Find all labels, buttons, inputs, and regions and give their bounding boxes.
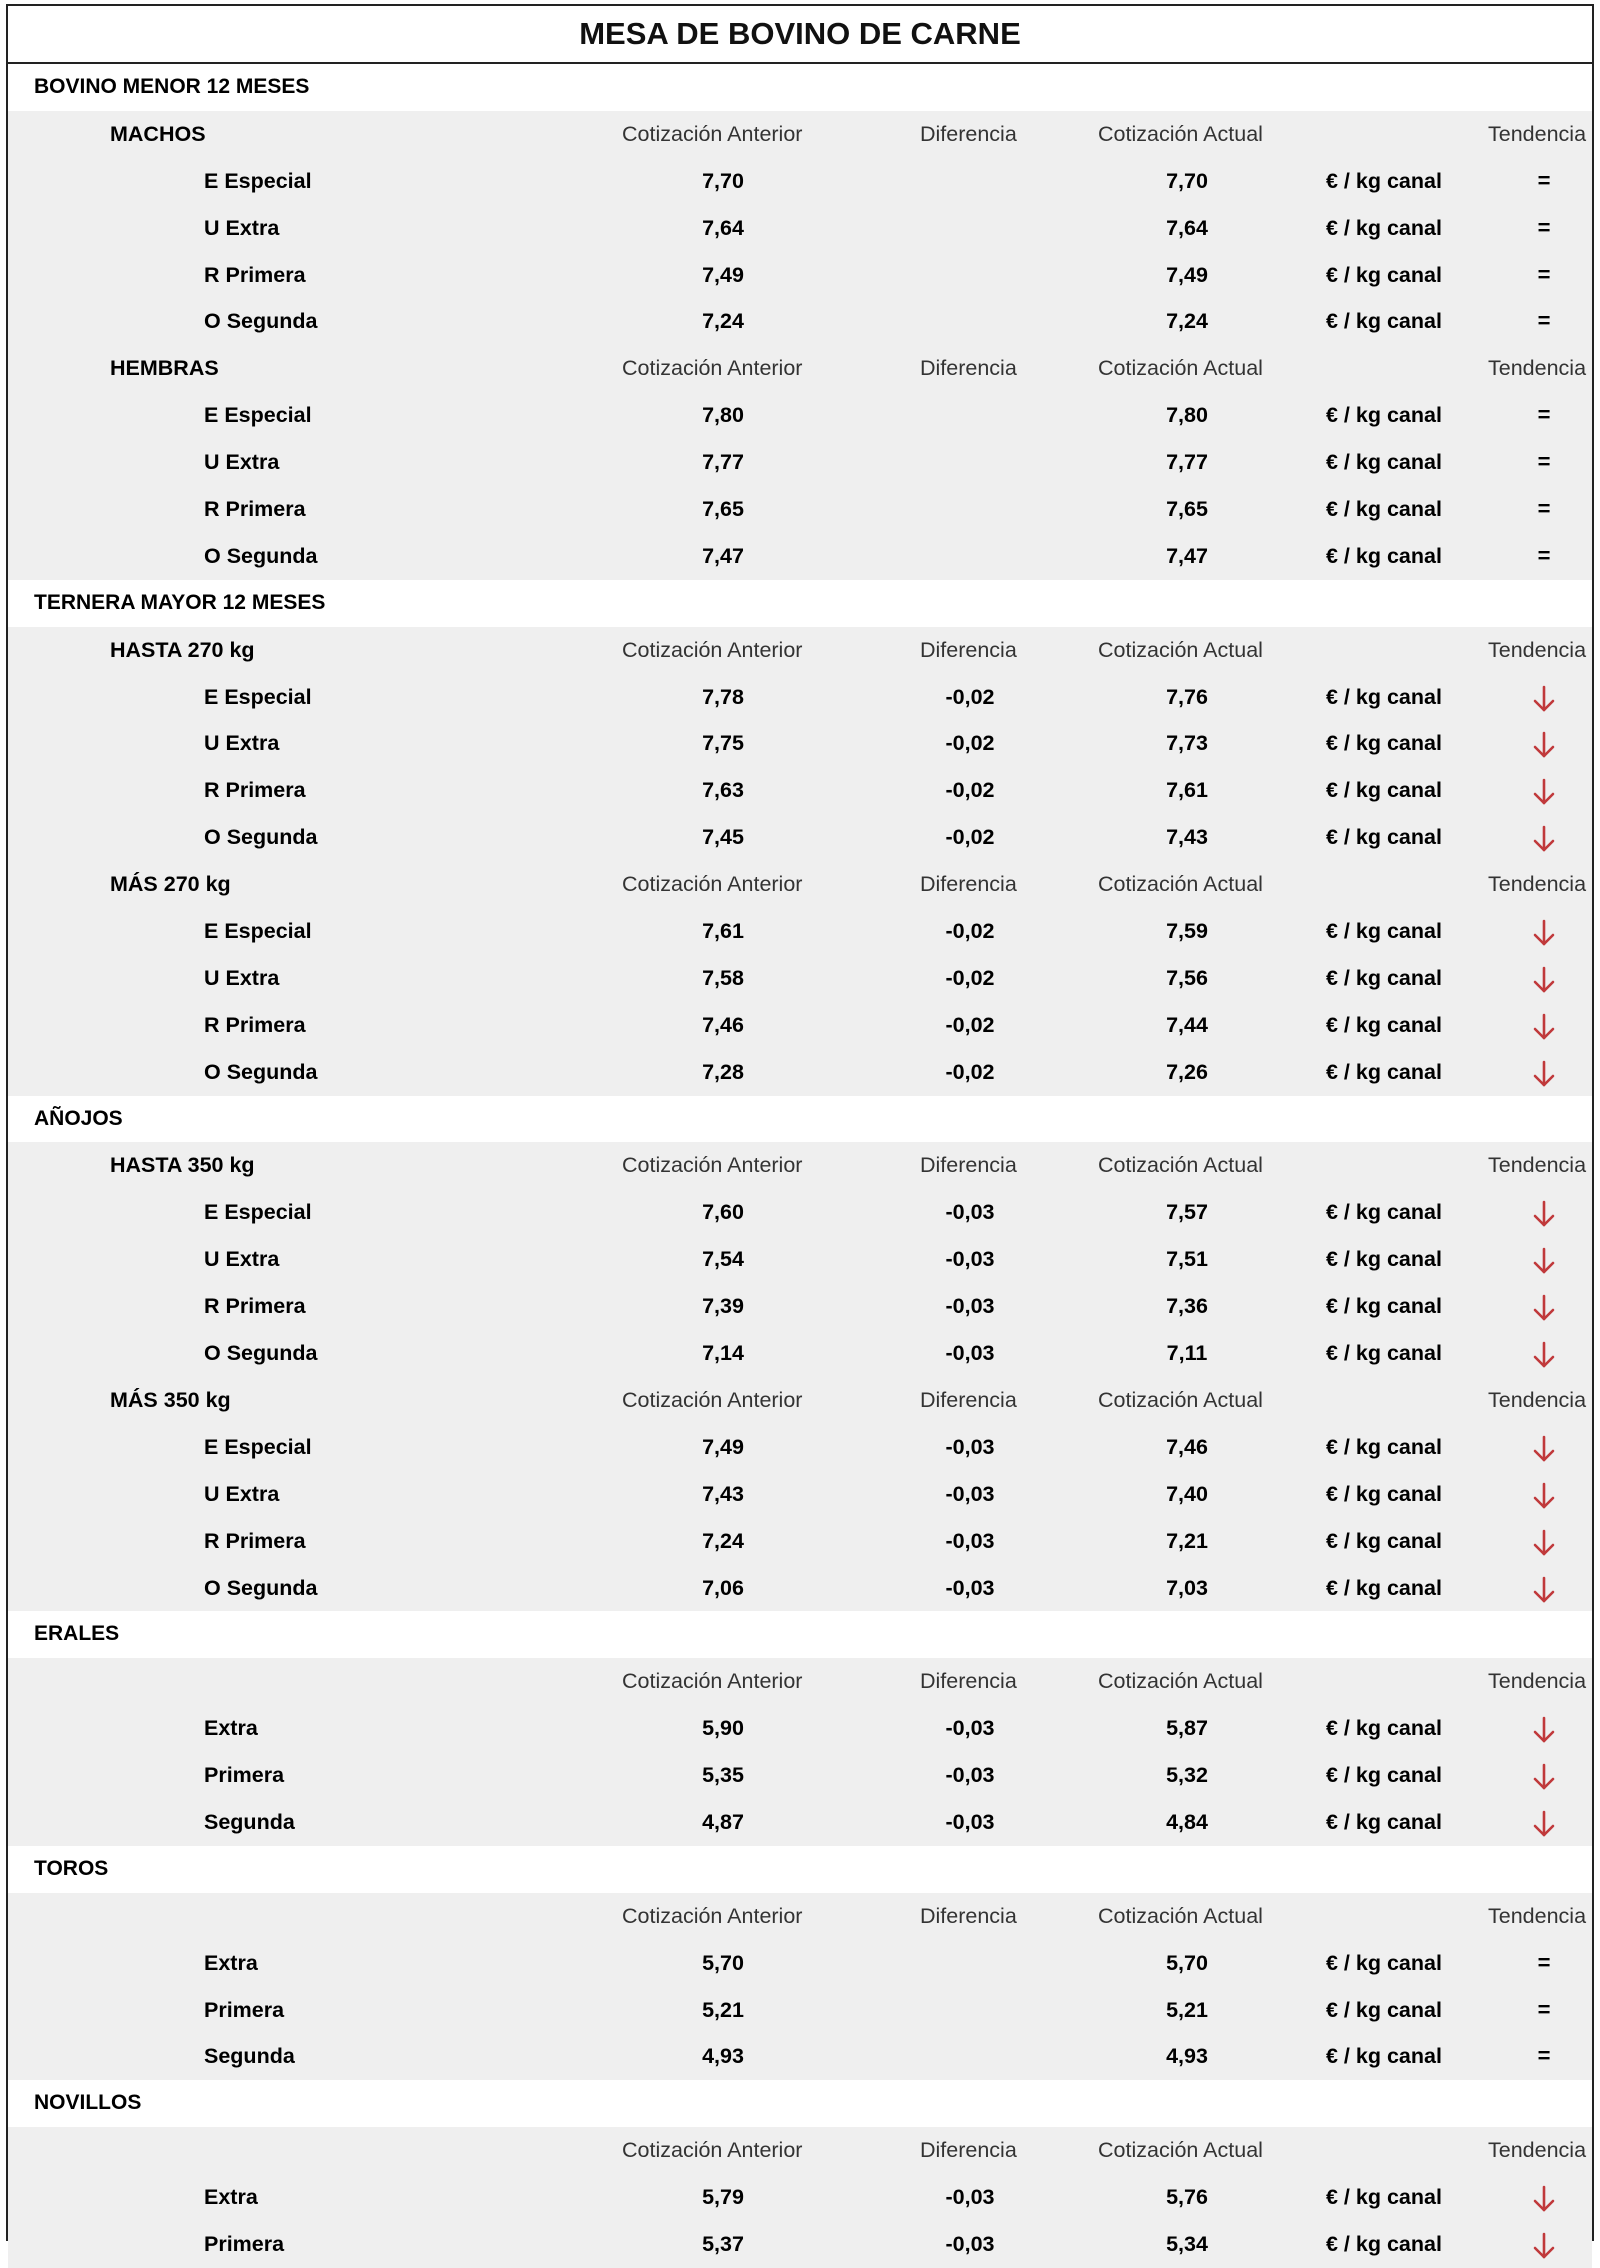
trend-down-arrow-icon [1531,1518,1557,1557]
group-label: HASTA 350 kg [110,1153,255,1178]
current-price: 7,77 [1166,450,1208,475]
section-row [8,1096,1592,1143]
difference-value: -0,03 [945,1434,995,1459]
section-row [8,580,1592,627]
unit-label: € / kg canal [1326,1012,1442,1037]
prev-price: 7,75 [702,731,744,756]
current-price: 7,51 [1166,1247,1208,1272]
price-row [8,1940,1592,1987]
current-price: 5,70 [1166,1950,1208,1975]
price-row [8,1002,1592,1049]
section-label: AÑOJOS [34,1106,123,1130]
grade-label: Primera [204,1997,285,2022]
prev-price: 4,87 [702,1809,744,1834]
price-row [8,252,1592,299]
unit-label: € / kg canal [1326,1997,1442,2022]
grade-label: O Segunda [204,825,318,850]
unit-label: € / kg canal [1326,1247,1442,1272]
grade-label: U Extra [204,965,280,990]
unit-label: € / kg canal [1326,1200,1442,1225]
current-price: 7,70 [1166,168,1208,193]
header-current-price: Cotización Actual [1098,872,1263,897]
prev-price: 7,80 [702,403,744,428]
difference-value: -0,03 [945,1247,995,1272]
grade-label: Extra [204,1950,258,1975]
price-row [8,1189,1592,1236]
header-prev-price: Cotización Anterior [622,1153,803,1178]
grade-label: E Especial [204,403,312,428]
trend-down-arrow-icon [1531,1424,1557,1463]
unit-label: € / kg canal [1326,965,1442,990]
trend-down-arrow-icon [1531,908,1557,947]
grade-label: O Segunda [204,309,318,334]
current-price: 7,73 [1166,731,1208,756]
price-row [8,1705,1592,1752]
price-row [8,439,1592,486]
current-price: 4,93 [1166,2044,1208,2069]
grade-label: U Extra [204,731,280,756]
unit-label: € / kg canal [1326,497,1442,522]
current-price: 5,34 [1166,2231,1208,2256]
grade-label: Extra [204,1716,258,1741]
section-row [8,2080,1592,2127]
header-current-price: Cotización Actual [1098,1387,1263,1412]
current-price: 7,65 [1166,497,1208,522]
section-row [8,1846,1592,1893]
prev-price: 7,65 [702,497,744,522]
prev-price: 7,70 [702,168,744,193]
current-price: 7,24 [1166,309,1208,334]
difference-value: -0,03 [945,1341,995,1366]
prev-price: 7,45 [702,825,744,850]
header-difference: Diferencia [920,2138,1017,2163]
trend-equal-icon: = [1537,542,1551,568]
unit-label: € / kg canal [1326,1481,1442,1506]
section-label: NOVILLOS [34,2091,142,2115]
header-difference: Diferencia [920,356,1017,381]
grade-label: R Primera [204,1012,306,1037]
header-current-price: Cotización Actual [1098,1669,1263,1694]
group-header-row [8,861,1592,908]
group-label: MÁS 350 kg [110,1387,231,1412]
unit-label: € / kg canal [1326,262,1442,287]
current-price: 7,43 [1166,825,1208,850]
unit-label: € / kg canal [1326,215,1442,240]
group-header-row [8,1142,1592,1189]
header-prev-price: Cotización Anterior [622,1669,803,1694]
prev-price: 7,61 [702,919,744,944]
group-label: MÁS 270 kg [110,872,231,897]
price-row [8,908,1592,955]
trend-equal-icon: = [1537,496,1551,522]
group-header-row [8,1893,1592,1940]
unit-label: € / kg canal [1326,450,1442,475]
current-price: 5,32 [1166,1763,1208,1788]
grade-label: U Extra [204,215,280,240]
unit-label: € / kg canal [1326,1716,1442,1741]
header-difference: Diferencia [920,1387,1017,1412]
price-row [8,1471,1592,1518]
prev-price: 7,06 [702,1575,744,1600]
difference-value: -0,02 [945,965,995,990]
header-current-price: Cotización Actual [1098,2138,1263,2163]
grade-label: R Primera [204,778,306,803]
difference-value: -0,03 [945,1716,995,1741]
grade-label: U Extra [204,1481,280,1506]
price-row [8,1049,1592,1096]
current-price: 7,56 [1166,965,1208,990]
prev-price: 5,35 [702,1763,744,1788]
current-price: 7,47 [1166,543,1208,568]
grade-label: Segunda [204,1809,295,1834]
unit-label: € / kg canal [1326,2044,1442,2069]
group-header-row [8,627,1592,674]
trend-equal-icon: = [1537,1949,1551,1975]
grade-label: Primera [204,1763,285,1788]
grade-label: Extra [204,2185,258,2210]
price-row [8,533,1592,580]
header-trend: Tendencia [1488,637,1587,662]
unit-label: € / kg canal [1326,309,1442,334]
unit-label: € / kg canal [1326,543,1442,568]
header-difference: Diferencia [920,872,1017,897]
difference-value: -0,03 [945,2185,995,2210]
grade-label: O Segunda [204,1341,318,1366]
prev-price: 5,79 [702,2185,744,2210]
header-difference: Diferencia [920,1903,1017,1928]
unit-label: € / kg canal [1326,684,1442,709]
header-current-price: Cotización Actual [1098,637,1263,662]
trend-equal-icon: = [1537,308,1551,334]
price-row [8,814,1592,861]
current-price: 7,59 [1166,919,1208,944]
header-prev-price: Cotización Anterior [622,356,803,381]
group-label: HEMBRAS [110,356,219,381]
current-price: 5,76 [1166,2185,1208,2210]
grade-label: R Primera [204,497,306,522]
grade-label: E Especial [204,1200,312,1225]
trend-down-arrow-icon [1531,814,1557,853]
current-price: 7,11 [1166,1341,1208,1366]
price-row [8,1752,1592,1799]
price-row [8,767,1592,814]
grade-label: R Primera [204,1528,306,1553]
section-row [8,1611,1592,1658]
sheet-title: MESA DE BOVINO DE CARNE [8,6,1592,64]
prev-price: 7,24 [702,1528,744,1553]
header-prev-price: Cotización Anterior [622,1387,803,1412]
current-price: 7,57 [1166,1200,1208,1225]
header-current-price: Cotización Actual [1098,1903,1263,1928]
header-prev-price: Cotización Anterior [622,121,803,146]
price-row [8,1236,1592,1283]
difference-value: -0,03 [945,1528,995,1553]
difference-value: -0,03 [945,1294,995,1319]
trend-equal-icon: = [1537,449,1551,475]
trend-down-arrow-icon [1531,1002,1557,1041]
header-current-price: Cotización Actual [1098,1153,1263,1178]
current-price: 7,26 [1166,1059,1208,1084]
group-header-row [8,2127,1592,2174]
price-row [8,674,1592,721]
group-label: MACHOS [110,121,206,146]
section-label: BOVINO MENOR 12 MESES [34,75,310,98]
difference-value: -0,03 [945,1200,995,1225]
price-row [8,1283,1592,1330]
section-label: TERNERA MAYOR 12 MESES [34,590,326,614]
trend-equal-icon: = [1537,261,1551,287]
grade-label: O Segunda [204,1059,318,1084]
header-difference: Diferencia [920,1669,1017,1694]
trend-down-arrow-icon [1531,767,1557,806]
current-price: 4,84 [1166,1809,1208,1834]
difference-value: -0,03 [945,1763,995,1788]
prev-price: 5,70 [702,1950,744,1975]
header-trend: Tendencia [1488,1669,1587,1694]
header-prev-price: Cotización Anterior [622,1903,803,1928]
prev-price: 7,60 [702,1200,744,1225]
header-difference: Diferencia [920,637,1017,662]
header-trend: Tendencia [1488,1903,1587,1928]
prev-price: 7,54 [702,1247,744,1272]
section-label: TOROS [34,1856,109,1880]
difference-value: -0,02 [945,919,995,944]
current-price: 7,40 [1166,1481,1208,1506]
prev-price: 5,90 [702,1716,744,1741]
price-row [8,955,1592,1002]
trend-down-arrow-icon [1531,2174,1557,2213]
trend-down-arrow-icon [1531,2221,1557,2260]
price-row [8,158,1592,205]
unit-label: € / kg canal [1326,1059,1442,1084]
prev-price: 5,21 [702,1997,744,2022]
header-trend: Tendencia [1488,1387,1587,1412]
unit-label: € / kg canal [1326,1294,1442,1319]
group-label: HASTA 270 kg [110,637,255,662]
current-price: 7,80 [1166,403,1208,428]
grade-label: O Segunda [204,1575,318,1600]
header-trend: Tendencia [1488,872,1587,897]
current-price: 7,64 [1166,215,1208,240]
prev-price: 5,37 [702,2231,744,2256]
unit-label: € / kg canal [1326,2185,1442,2210]
current-price: 7,49 [1166,262,1208,287]
grade-label: E Especial [204,1434,312,1459]
header-trend: Tendencia [1488,1153,1587,1178]
price-row [8,1424,1592,1471]
difference-value: -0,02 [945,684,995,709]
current-price: 7,61 [1166,778,1208,803]
header-current-price: Cotización Actual [1098,121,1263,146]
trend-down-arrow-icon [1531,1705,1557,1744]
grade-label: O Segunda [204,543,318,568]
trend-equal-icon: = [1537,402,1551,428]
unit-label: € / kg canal [1326,1950,1442,1975]
header-trend: Tendencia [1488,121,1587,146]
prev-price: 7,43 [702,1481,744,1506]
current-price: 5,21 [1166,1997,1208,2022]
prev-price: 4,93 [702,2044,744,2069]
prev-price: 7,49 [702,1434,744,1459]
grade-label: E Especial [204,919,312,944]
grade-label: R Primera [204,262,306,287]
group-header-row [8,1658,1592,1705]
trend-equal-icon: = [1537,167,1551,193]
trend-down-arrow-icon [1531,1330,1557,1369]
header-trend: Tendencia [1488,2138,1587,2163]
prev-price: 7,49 [702,262,744,287]
prev-price: 7,78 [702,684,744,709]
unit-label: € / kg canal [1326,1763,1442,1788]
unit-label: € / kg canal [1326,1341,1442,1366]
grade-label: E Especial [204,168,312,193]
price-row [8,2174,1592,2221]
current-price: 7,03 [1166,1575,1208,1600]
prev-price: 7,58 [702,965,744,990]
unit-label: € / kg canal [1326,778,1442,803]
trend-down-arrow-icon [1531,1752,1557,1791]
trend-equal-icon: = [1537,2043,1551,2069]
prev-price: 7,24 [702,309,744,334]
group-header-row [8,111,1592,158]
header-prev-price: Cotización Anterior [622,2138,803,2163]
price-row [8,720,1592,767]
grade-label: R Primera [204,1294,306,1319]
current-price: 7,76 [1166,684,1208,709]
trend-down-arrow-icon [1531,720,1557,759]
grade-label: Segunda [204,2044,295,2069]
current-price: 7,44 [1166,1012,1208,1037]
current-price: 7,36 [1166,1294,1208,1319]
section-label: ERALES [34,1622,120,1646]
difference-value: -0,02 [945,1059,995,1084]
price-row [8,1565,1592,1612]
trend-down-arrow-icon [1531,1189,1557,1228]
difference-value: -0,03 [945,1575,995,1600]
trend-equal-icon: = [1537,214,1551,240]
difference-value: -0,02 [945,731,995,756]
grade-label: Primera [204,2231,285,2256]
trend-down-arrow-icon [1531,1565,1557,1604]
unit-label: € / kg canal [1326,1434,1442,1459]
unit-label: € / kg canal [1326,2231,1442,2256]
trend-down-arrow-icon [1531,1471,1557,1510]
unit-label: € / kg canal [1326,168,1442,193]
prev-price: 7,63 [702,778,744,803]
price-row [8,1518,1592,1565]
unit-label: € / kg canal [1326,1575,1442,1600]
current-price: 7,46 [1166,1434,1208,1459]
price-row [8,392,1592,439]
price-row [8,1799,1592,1846]
prev-price: 7,14 [702,1341,744,1366]
unit-label: € / kg canal [1326,1528,1442,1553]
unit-label: € / kg canal [1326,1809,1442,1834]
price-row [8,1987,1592,2034]
header-prev-price: Cotización Anterior [622,872,803,897]
group-header-row [8,1377,1592,1424]
unit-label: € / kg canal [1326,403,1442,428]
prev-price: 7,77 [702,450,744,475]
difference-value: -0,03 [945,1481,995,1506]
difference-value: -0,02 [945,825,995,850]
prev-price: 7,28 [702,1059,744,1084]
prev-price: 7,39 [702,1294,744,1319]
grade-label: E Especial [204,684,312,709]
price-sheet [6,4,1594,2256]
price-table [8,64,1592,2268]
trend-down-arrow-icon [1531,1799,1557,1838]
difference-value: -0,03 [945,2231,995,2256]
prev-price: 7,46 [702,1012,744,1037]
difference-value: -0,02 [945,778,995,803]
difference-value: -0,02 [945,1012,995,1037]
difference-value: -0,03 [945,1809,995,1834]
prev-price: 7,47 [702,543,744,568]
group-header-row [8,345,1592,392]
header-trend: Tendencia [1488,356,1587,381]
trend-down-arrow-icon [1531,1283,1557,1322]
grade-label: U Extra [204,1247,280,1272]
trend-down-arrow-icon [1531,674,1557,713]
header-prev-price: Cotización Anterior [622,637,803,662]
unit-label: € / kg canal [1326,919,1442,944]
price-row [8,2221,1592,2268]
trend-down-arrow-icon [1531,1049,1557,1088]
trend-equal-icon: = [1537,1996,1551,2022]
trend-down-arrow-icon [1531,955,1557,994]
header-difference: Diferencia [920,121,1017,146]
price-row [8,1330,1592,1377]
price-row [8,2033,1592,2080]
current-price: 5,87 [1166,1716,1208,1741]
section-row [8,64,1592,111]
header-current-price: Cotización Actual [1098,356,1263,381]
price-row [8,298,1592,345]
unit-label: € / kg canal [1326,731,1442,756]
trend-down-arrow-icon [1531,1236,1557,1275]
grade-label: U Extra [204,450,280,475]
header-difference: Diferencia [920,1153,1017,1178]
prev-price: 7,64 [702,215,744,240]
unit-label: € / kg canal [1326,825,1442,850]
current-price: 7,21 [1166,1528,1208,1553]
price-row [8,205,1592,252]
price-row [8,486,1592,533]
